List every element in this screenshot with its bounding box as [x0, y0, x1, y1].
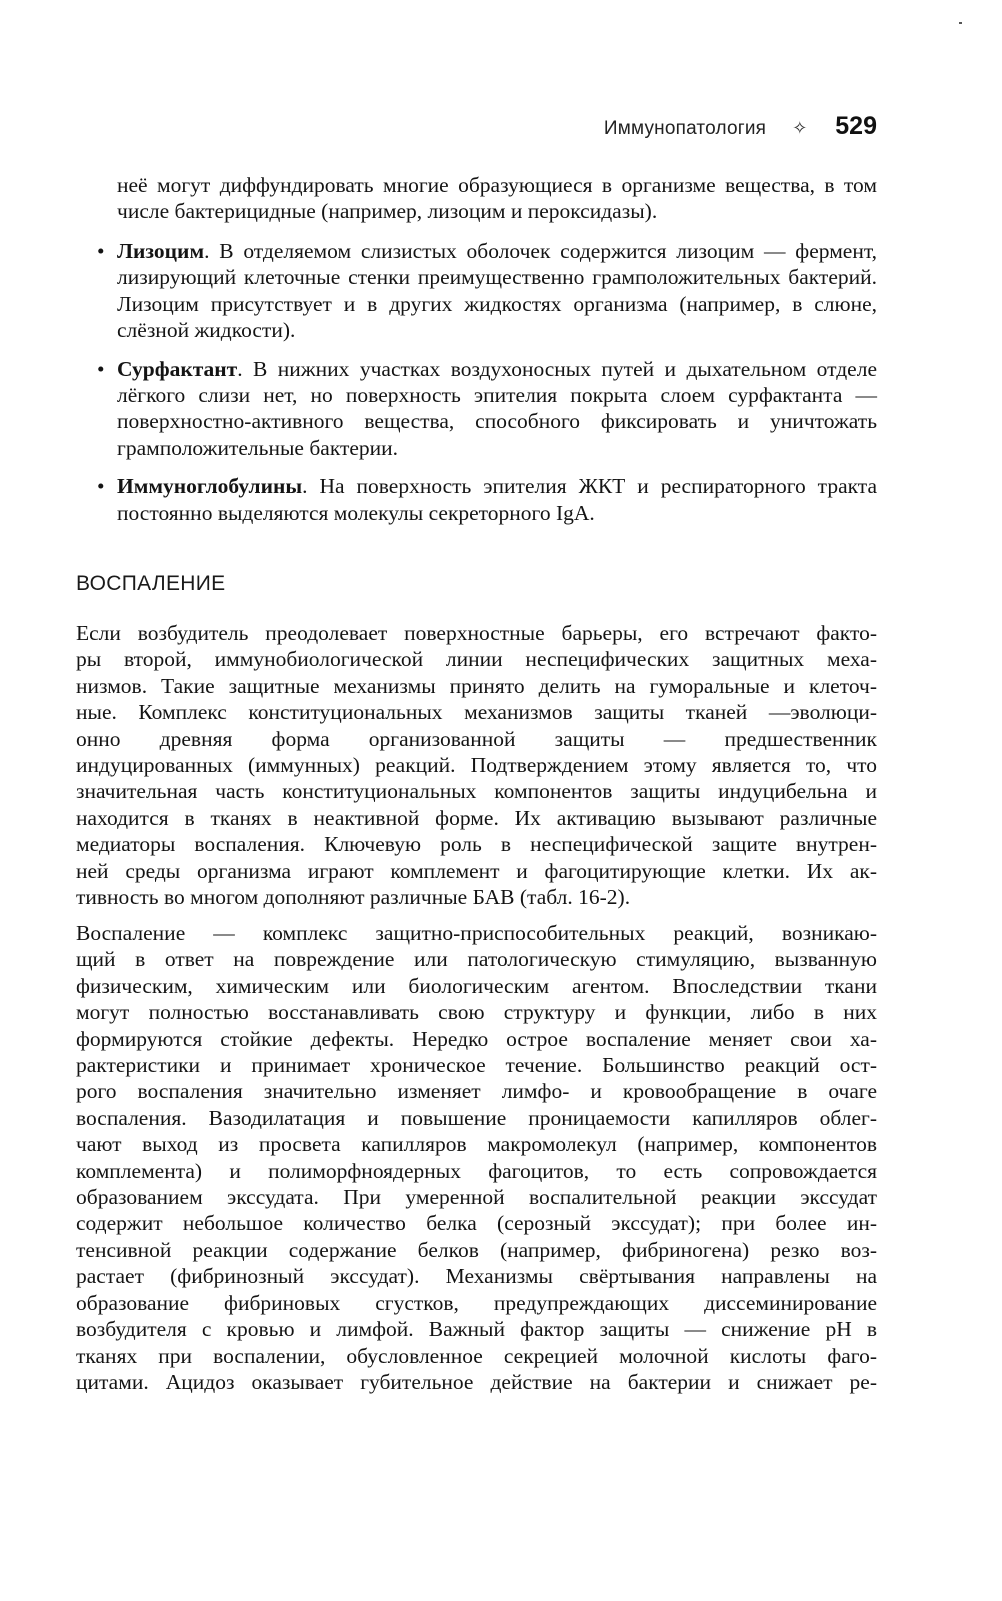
text-line: Если возбудитель преодолевает поверхностные барьеры, его встречают факто-: [76, 621, 877, 645]
text-line: комплемента) и полиморфноядерных фагоцитов, то есть сопровождается: [76, 1158, 877, 1183]
text-line: цитами. Ацидоз оказывает губительное действие на бактерии и снижает ре-: [76, 1369, 877, 1394]
text-line: рактеристики и принимает хроническое течение. Большинство реакций ост-: [76, 1053, 877, 1078]
text-line: чают выход из просвета капилляров макромолекул (например, компонентов: [76, 1132, 877, 1157]
text-line: формируются стойкие дефекты. Нередко острое воспаление меняет свои ха-: [76, 1026, 877, 1051]
text-line: тенсивной реакции содержание белков (например, фибриногена) резко воз-: [76, 1237, 877, 1262]
term-surfactant: Сурфактант: [117, 356, 238, 381]
continuation-paragraph: неё могут диффундировать многие образующиеся в организме вещества, в том числе бактерицидные (например, лизоцим и пероксидазы).: [117, 173, 877, 224]
text-line: образование фибриновых сгустков, предупреждающих диссеминирование: [76, 1290, 877, 1315]
bullet-icon: •: [97, 356, 105, 381]
running-header: [604, 112, 877, 141]
text-line: медиаторы воспаления. Ключевую роль в неспецифической защите внутрен-: [76, 832, 877, 857]
list-item-text: . В нижних участках воздухоносных путей и дыхательном отделе лёгкого слизи нет, но поверхность эпителия покрыта слоем сурфактанта — поверхностно-активного вещества, способного фиксировать и уничтожать грамположительные бактерии.: [117, 356, 877, 460]
inflammation-paragraph-2: [76, 920, 877, 1395]
bullet-icon: •: [97, 239, 105, 263]
text-line: Воспаление — комплекс защитно-приспособительных реакций, возникаю-: [76, 921, 877, 945]
text-line: низмов. Такие защитные механизмы принято делить на гуморальные и клеточ-: [76, 673, 877, 698]
text-line: щий в ответ на повреждение или патологическую стимуляцию, вызванную: [76, 947, 877, 972]
term-lysozyme: Лизоцим: [117, 239, 205, 263]
running-header-title: Иммунопатология: [603, 118, 767, 139]
page-number: 529: [835, 112, 877, 140]
barrier-factors-list: [97, 238, 877, 538]
text-line: возбудителя с кровью и лимфой. Важный фактор защиты — снижение pH в: [76, 1317, 877, 1342]
list-item-text: . В отделяемом слизистых оболочек содержится лизоцим — фермент, лизирующий клеточные стенки преимущественно грамположительных бактерий. Лизоцим присутствует и в других жидкостях организма (например, в слюне, слёзной жидкости).: [117, 239, 877, 343]
text-line: находится в тканях в неактивной форме. Их активацию вызывают различные: [76, 805, 877, 830]
text-line: могут полностью восстанавливать свою структуру и функции, либо в них: [76, 1000, 877, 1025]
inflammation-paragraph-1: [76, 620, 877, 910]
text-line: тивность во многом дополняют различные БАВ (табл. 16-2).: [76, 885, 631, 910]
text-line: индуцированных (иммунных) реакций. Подтверждением этому является то, что: [76, 753, 877, 778]
bullet-icon: •: [97, 474, 105, 499]
text-line: онно древняя форма организованной защиты — предшественник: [76, 726, 877, 751]
list-item-text: . На поверхность эпителия ЖКТ и респираторного тракта постоянно выделяются молекулы секреторного IgA.: [117, 474, 877, 525]
text-line: образованием экссудата. При умеренной воспалительной реакции экссудат: [76, 1185, 877, 1210]
text-line: физическим, химическим или биологическим агентом. Впоследствии ткани: [76, 973, 877, 998]
text-line: воспаления. Вазодилатация и повышение проницаемости капилляров облег-: [76, 1105, 877, 1130]
list-item-surfactant: [97, 356, 877, 462]
scan-speck: [959, 22, 962, 24]
term-immunoglobulins: Иммуноглобулины: [117, 474, 303, 499]
text-line: растает (фибринозный экссудат). Механизмы свёртывания направлены на: [76, 1264, 877, 1289]
list-item-immunoglobulins: [97, 473, 877, 526]
text-line: ры второй, иммунобиологической линии неспецифических защитных меха-: [76, 647, 877, 672]
text-line: рого воспаления значительно изменяет лимфо- и кровообращение в очаге: [76, 1079, 877, 1104]
text-line: ные. Комплекс конституциональных механизмов защиты тканей —эволюци-: [76, 700, 877, 725]
section-heading: ВОСПАЛЕНИЕ: [76, 572, 226, 595]
diamond-ornament-icon: ✧: [792, 118, 808, 139]
text-line: ней среды организма играют комплемент и фагоцитирующие клетки. Их ак-: [76, 858, 877, 883]
text-line: значительная часть конституциональных компонентов защиты индуцибельна и: [76, 779, 877, 804]
list-item-lysozyme: [97, 238, 877, 344]
text-line: тканях при воспалении, обусловленное секрецией молочной кислоты фаго-: [76, 1343, 877, 1368]
text-line: содержит небольшое количество белка (серозный экссудат); при более ин-: [76, 1211, 877, 1236]
